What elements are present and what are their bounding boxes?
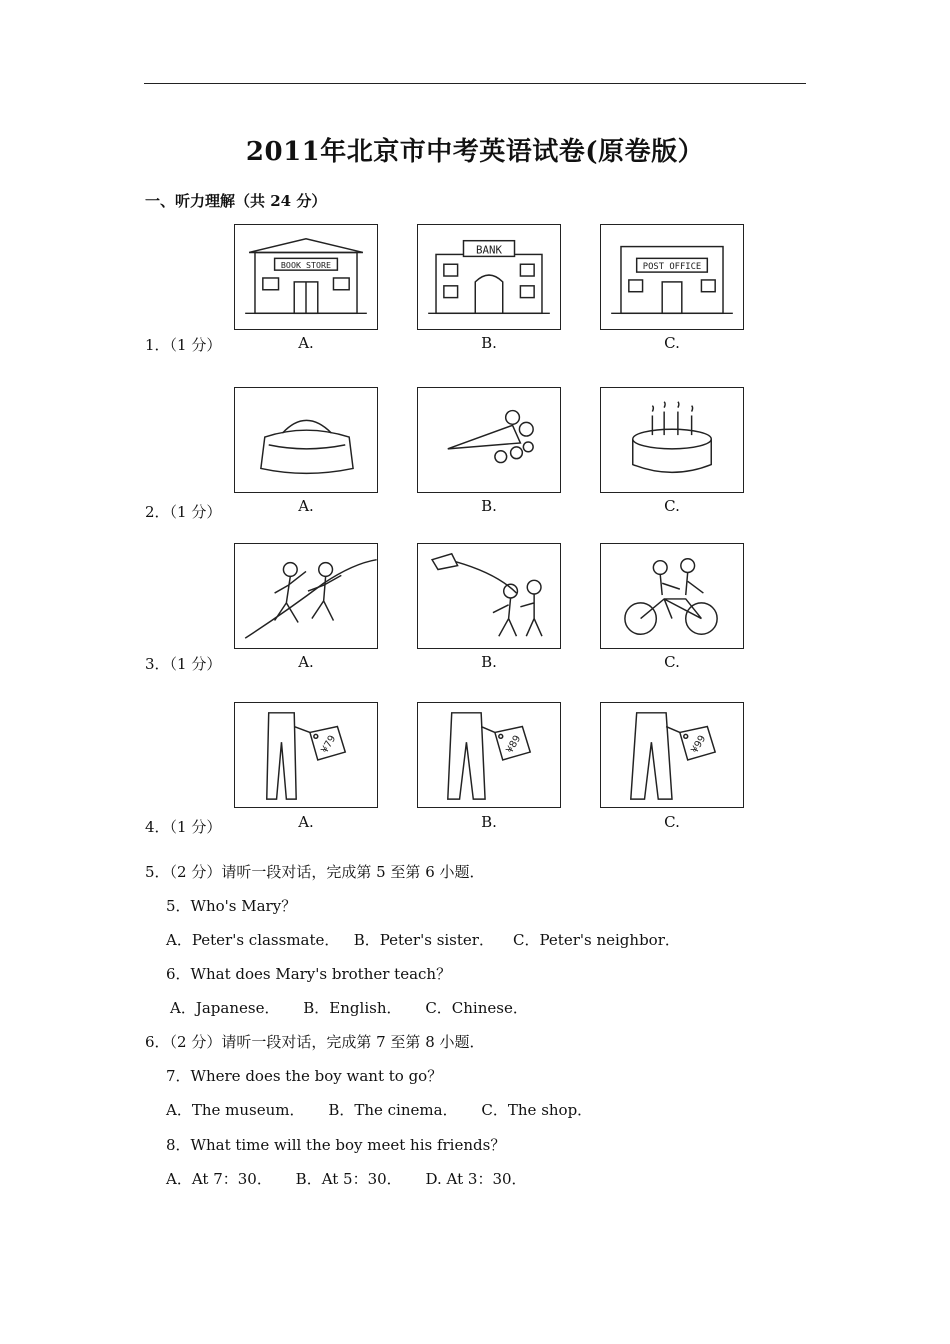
- question-text: 5．Who's Mary？: [166, 897, 297, 915]
- option-letter: B.: [481, 813, 497, 831]
- dialog-label: 5．（2 分）请听一段对话，完成第 5 至第 6 小题．: [145, 863, 485, 881]
- question-label: 4．（1 分）: [145, 818, 222, 836]
- sign-text: BANK: [476, 243, 502, 257]
- option-letter: A.: [298, 334, 314, 352]
- answer-options: A．At 7：30． B．At 5：30． D. At 3：30．: [166, 1170, 527, 1188]
- price-tag: ¥79: [319, 733, 339, 756]
- option-letter: C.: [664, 334, 680, 352]
- question-label: 3．（1 分）: [145, 655, 222, 673]
- book-store-icon[interactable]: [234, 224, 378, 330]
- option-letter: B.: [481, 497, 497, 515]
- question-label: 1．（1 分）: [145, 336, 222, 354]
- question-text: 6．What does Mary's brother teach？: [166, 965, 452, 983]
- section-heading: 一、听力理解（共 24 分）: [145, 192, 327, 210]
- question-label: 2．（1 分）: [145, 503, 222, 521]
- question-text: 7．Where does the boy want to go？: [166, 1067, 443, 1085]
- question-text: 8．What time will the boy meet his friends？: [166, 1136, 506, 1154]
- kite-flying-icon[interactable]: [417, 543, 561, 649]
- option-letter: C.: [664, 497, 680, 515]
- answer-options: A．The museum． B．The cinema． C．The shop．: [166, 1101, 593, 1119]
- trousers-icon[interactable]: [417, 702, 561, 808]
- flowers-icon[interactable]: [417, 387, 561, 493]
- option-letter: C.: [664, 813, 680, 831]
- answer-options: A．Peter's classmate． B．Peter's sister． C．Peter's neighbor．: [166, 931, 680, 949]
- option-letter: A.: [298, 813, 314, 831]
- sign-text: BOOK STORE: [280, 260, 332, 271]
- trousers-icon[interactable]: [600, 702, 744, 808]
- price-tag: ¥99: [689, 733, 709, 756]
- bank-icon[interactable]: [417, 224, 561, 330]
- answer-options: A．Japanese． B．English． C．Chinese．: [170, 999, 528, 1017]
- bag-icon[interactable]: [234, 387, 378, 493]
- option-letter: A.: [298, 497, 314, 515]
- trousers-icon[interactable]: [234, 702, 378, 808]
- birthday-cake-icon[interactable]: [600, 387, 744, 493]
- climbing-icon[interactable]: [234, 543, 378, 649]
- cycling-icon[interactable]: [600, 543, 744, 649]
- option-letter: C.: [664, 653, 680, 671]
- option-letter: B.: [481, 653, 497, 671]
- option-letter: B.: [481, 334, 497, 352]
- page-title: 2011年北京市中考英语试卷(原卷版）: [245, 137, 705, 167]
- option-letter: A.: [298, 653, 314, 671]
- dialog-label: 6．（2 分）请听一段对话，完成第 7 至第 8 小题．: [145, 1033, 485, 1051]
- top-rule: [144, 83, 806, 84]
- sign-text: POST OFFICE: [642, 262, 702, 273]
- price-tag: ¥89: [504, 733, 524, 756]
- post-office-icon[interactable]: [600, 224, 744, 330]
